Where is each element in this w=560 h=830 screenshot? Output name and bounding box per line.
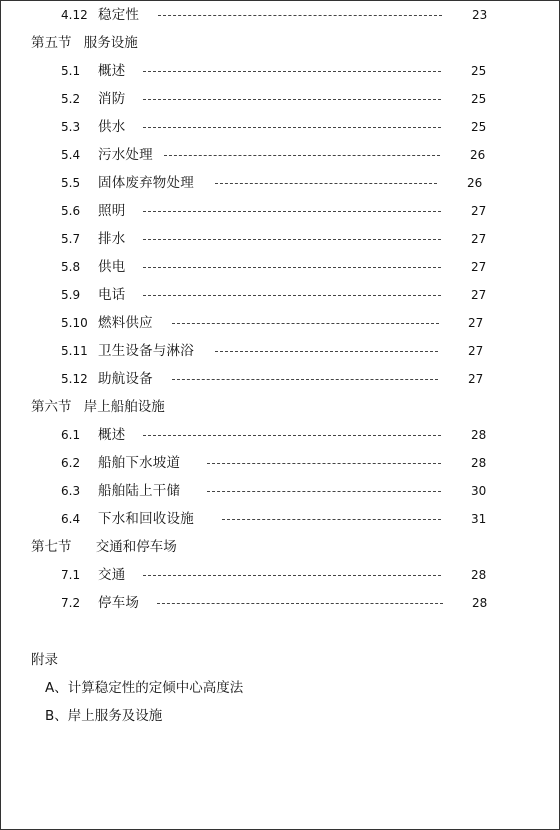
dot-leader [143, 211, 441, 212]
toc-entry-page: 25 [471, 92, 487, 106]
dot-leader [143, 99, 441, 100]
toc-entry-number: 5.7 [61, 232, 81, 246]
toc-entry-number: 5.5 [61, 176, 81, 190]
section-heading[interactable] [31, 533, 177, 561]
toc-entry-number: 5.3 [61, 120, 81, 134]
toc-entry-number: 5.6 [61, 204, 81, 218]
dot-leader [143, 575, 441, 576]
toc-entry-title: 照明 [98, 203, 126, 219]
toc-entry-page: 26 [467, 176, 483, 190]
toc-entry-title: 固体废弃物处理 [98, 175, 194, 191]
dot-leader [215, 183, 437, 184]
toc-entry-page: 27 [471, 288, 487, 302]
toc-entry-number: 5.10 [61, 316, 88, 330]
toc-entry-title: 电话 [98, 287, 126, 303]
toc-entry-page: 28 [471, 428, 487, 442]
toc-entry-title: 概述 [98, 427, 126, 443]
toc-entry-page: 23 [472, 8, 488, 22]
toc-entry-page: 31 [471, 512, 487, 526]
dot-leader [143, 71, 441, 72]
toc-entry-page: 27 [468, 372, 484, 386]
dot-leader [172, 323, 439, 324]
toc-entry-number: 7.1 [61, 568, 81, 582]
dot-leader [143, 239, 441, 240]
dot-leader [207, 491, 441, 492]
toc-entry-title: 概述 [98, 63, 126, 79]
section-heading[interactable] [31, 29, 138, 57]
toc-entry-number: 5.8 [61, 260, 81, 274]
dot-leader [215, 351, 438, 352]
dot-leader [222, 519, 441, 520]
toc-entry-title: 下水和回收设施 [98, 511, 194, 527]
toc-entry-number: 5.4 [61, 148, 81, 162]
dot-leader [158, 15, 442, 16]
appendix-heading[interactable]: 附录 [31, 652, 58, 668]
toc-entry-page: 27 [468, 344, 484, 358]
dot-leader [143, 127, 441, 128]
section-title: 交通和停车场 [95, 539, 177, 555]
dot-leader [157, 603, 443, 604]
section-label: 第五节 [31, 35, 72, 51]
toc-entry-page: 28 [471, 456, 487, 470]
toc-entry-number: 5.1 [61, 64, 81, 78]
toc-entry-page: 26 [470, 148, 486, 162]
section-title: 岸上船舶设施 [83, 399, 165, 415]
section-label: 第七节 [31, 539, 72, 555]
toc-entry-number: 5.9 [61, 288, 81, 302]
toc-entry-page: 27 [468, 316, 484, 330]
toc-entry-title: 交通 [98, 567, 126, 583]
toc-entry-number: 6.3 [61, 484, 81, 498]
toc-entry-number: 6.2 [61, 456, 81, 470]
section-heading[interactable] [31, 393, 165, 421]
toc-entry-number: 5.12 [61, 372, 88, 386]
toc-entry-title: 污水处理 [98, 147, 153, 163]
toc-entry-page: 27 [471, 204, 487, 218]
toc-entry-number: 6.1 [61, 428, 81, 442]
appendix-item[interactable]: A、计算稳定性的定倾中心高度法 [45, 680, 244, 696]
toc-entry-page: 30 [471, 484, 487, 498]
dot-leader [143, 435, 441, 436]
toc-entry-title: 消防 [98, 91, 126, 107]
section-title: 服务设施 [83, 35, 138, 51]
dot-leader [143, 267, 441, 268]
dot-leader [207, 463, 441, 464]
toc-entry-page: 28 [471, 568, 487, 582]
toc-entry-number: 5.2 [61, 92, 81, 106]
toc-entry-title: 船舶下水坡道 [98, 455, 181, 471]
toc-entry-title: 供水 [98, 119, 126, 135]
toc-entry-title: 船舶陆上干储 [98, 483, 181, 499]
toc-entry-number: 7.2 [61, 596, 81, 610]
toc-entry-title: 供电 [98, 259, 126, 275]
toc-entry-title: 助航设备 [98, 371, 153, 387]
toc-entry-page: 27 [471, 232, 487, 246]
appendix-item[interactable]: B、岸上服务及设施 [45, 708, 163, 724]
toc-entry-number: 4.12 [61, 8, 88, 22]
toc-entry-number: 6.4 [61, 512, 81, 526]
toc-entry-title: 燃料供应 [98, 315, 153, 331]
toc-entry-page: 27 [471, 260, 487, 274]
dot-leader [143, 295, 441, 296]
toc-entry-title: 停车场 [98, 595, 140, 611]
toc-entry-page: 25 [471, 120, 487, 134]
toc-entry-page: 25 [471, 64, 487, 78]
toc-entry-number: 5.11 [61, 344, 88, 358]
dot-leader [172, 379, 438, 380]
toc-entry-title: 卫生设备与淋浴 [98, 343, 194, 359]
toc-entry-title: 稳定性 [98, 7, 140, 23]
toc-entry-title: 排水 [98, 231, 126, 247]
toc-entry-page: 28 [472, 596, 488, 610]
section-label: 第六节 [31, 399, 72, 415]
dot-leader [164, 155, 440, 156]
